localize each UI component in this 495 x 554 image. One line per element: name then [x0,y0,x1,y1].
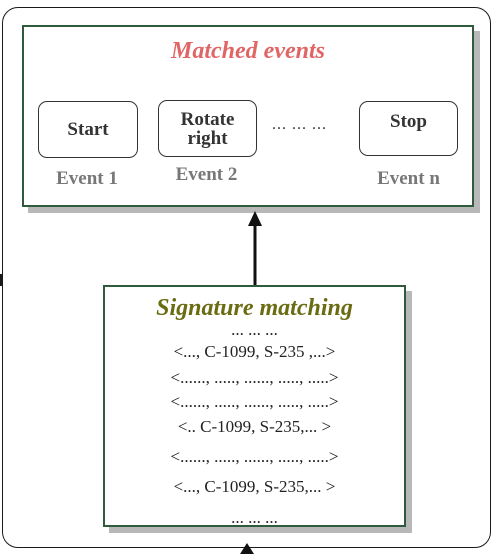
signature-line: ... ... ... [231,320,278,339]
event-label-2: Event 2 [175,164,238,185]
signature-line: <......, ....., ......, ....., .....> [170,447,339,466]
event-box-stop [359,101,458,156]
event-box-rotate-right [158,100,257,157]
signature-line: <..., C-1099, S-235 ,...> [173,342,336,361]
event-box-start [38,101,138,158]
up-arrow-icon [243,205,267,287]
event-box-stop-text: Stop [390,111,427,132]
event-box-rotate-right-text: Rotate right [180,108,235,149]
signature-line: <......, ....., ......, ....., .....> [170,368,339,387]
signature-line: <..., C-1099, S-235,... > [173,477,336,496]
matched-events-title: Matched events [171,38,325,64]
event-label-1: Event 1 [56,168,118,189]
signature-matching-panel [103,285,406,527]
event-label-n: Event n [377,168,440,189]
left-edge-tick [0,274,3,286]
signature-line: ... ... ... [231,508,278,527]
signature-matching-title: Signature matching [156,295,353,321]
signature-line: <......, ....., ......, ....., .....> [170,392,339,411]
signature-line: <.. C-1099, S-235,... > [177,417,332,436]
events-ellipsis: ... ... ... [272,116,327,133]
matched-events-panel [22,25,474,207]
incoming-arrow-icon [240,543,254,554]
event-box-start-text: Start [67,119,109,140]
